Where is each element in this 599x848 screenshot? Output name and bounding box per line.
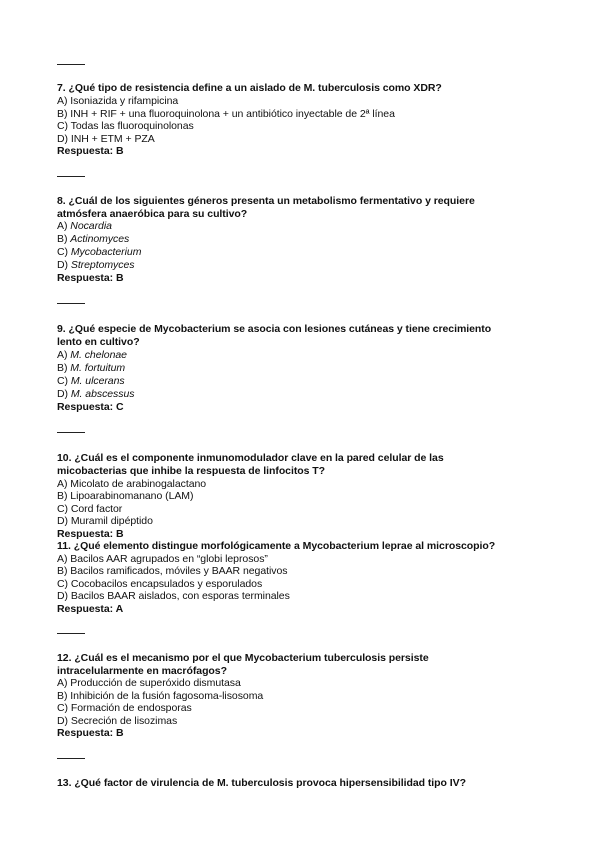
question-7-option-d: D) INH + ETM + PZA	[57, 132, 155, 145]
question-8-answer: Respuesta: B	[57, 272, 124, 284]
question-9-option-a: A) M. chelonae	[57, 349, 127, 361]
question-13-title: 13. ¿Qué factor de virulencia de M. tuberculosis provoca hipersensibilidad tipo IV?	[57, 777, 466, 789]
question-7-option-b: B) INH + RIF + una fluoroquinolona + un antibiótico inyectable de 2ª línea	[57, 107, 395, 120]
question-12-title: 12. ¿Cuál es el mecanismo por el que Mycobacterium tuberculosis persiste	[57, 652, 429, 664]
question-10-title-cont: micobacterias que inhibe la respuesta de linfocitos T?	[57, 465, 326, 477]
question-7-title: 7. ¿Qué tipo de resistencia define a un aislado de M. tuberculosis como XDR?	[57, 82, 442, 94]
question-11-option-b: B) Bacilos ramificados, móviles y BAAR negativos	[57, 565, 288, 577]
question-8-option-d: D) Streptomyces	[57, 259, 135, 271]
question-12-title-cont: intracelularmente en macrófagos?	[57, 664, 227, 677]
question-12-option-b: B) Inhibición de la fusión fagosoma-lisosoma	[57, 689, 264, 702]
question-8-title-cont: atmósfera anaeróbica para su cultivo?	[57, 207, 248, 220]
question-10-title: 10. ¿Cuál es el componente inmunomodulador clave en la pared celular de las	[57, 452, 444, 464]
question-8-option-a: A) Nocardia	[57, 220, 112, 232]
question-9-title: 9. ¿Qué especie de Mycobacterium se asocia con lesiones cutáneas y tiene crecimiento	[57, 323, 492, 335]
question-9-answer: Respuesta: C	[57, 401, 124, 413]
section-separator	[57, 64, 85, 65]
section-separator	[57, 432, 85, 433]
section-separator	[57, 176, 85, 177]
question-11-title: 11. ¿Qué elemento distingue morfológicamente a Mycobacterium leprae al microscopio?	[57, 540, 496, 552]
question-8-option-c: C) Mycobacterium	[57, 246, 142, 258]
question-11-option-a: A) Bacilos AAR agrupados en “globi leprosos”	[57, 552, 268, 565]
section-separator	[57, 633, 85, 634]
question-7-option-a: A) Isoniazida y rifampicina	[57, 95, 179, 107]
section-separator	[57, 303, 85, 304]
question-10-answer: Respuesta: B	[57, 527, 124, 540]
question-10-option-d: D) Muramil dipéptido	[57, 515, 153, 527]
question-12-option-a: A) Producción de superóxido dismutasa	[57, 677, 241, 689]
question-9-option-b: B) M. fortuitum	[57, 362, 126, 374]
question-11-option-c: C) Cocobacilos encapsulados y esporulados	[57, 577, 263, 590]
question-7-option-c: C) Todas las fluoroquinolonas	[57, 120, 194, 132]
question-10-option-c: C) Cord factor	[57, 502, 123, 515]
question-12-option-d: D) Secreción de lisozimas	[57, 714, 178, 727]
question-9-option-d: D) M. abscessus	[57, 388, 135, 400]
question-8-title: 8. ¿Cuál de los siguientes géneros presenta un metabolismo fermentativo y requiere	[57, 195, 475, 207]
question-9-title-cont: lento en cultivo?	[57, 336, 140, 348]
question-10-option-b: B) Lipoarabinomanano (LAM)	[57, 490, 194, 502]
section-separator	[57, 758, 85, 759]
question-9-option-c: C) M. ulcerans	[57, 375, 125, 387]
question-12-option-c: C) Formación de endosporas	[57, 702, 192, 714]
question-10-option-a: A) Micolato de arabinogalactano	[57, 477, 207, 490]
question-8-option-b: B) Actinomyces	[57, 233, 130, 245]
question-11-answer: Respuesta: A	[57, 602, 124, 615]
question-11-option-d: D) Bacilos BAAR aislados, con esporas terminales	[57, 590, 290, 602]
question-7-answer: Respuesta: B	[57, 145, 124, 157]
question-12-answer: Respuesta: B	[57, 727, 124, 739]
